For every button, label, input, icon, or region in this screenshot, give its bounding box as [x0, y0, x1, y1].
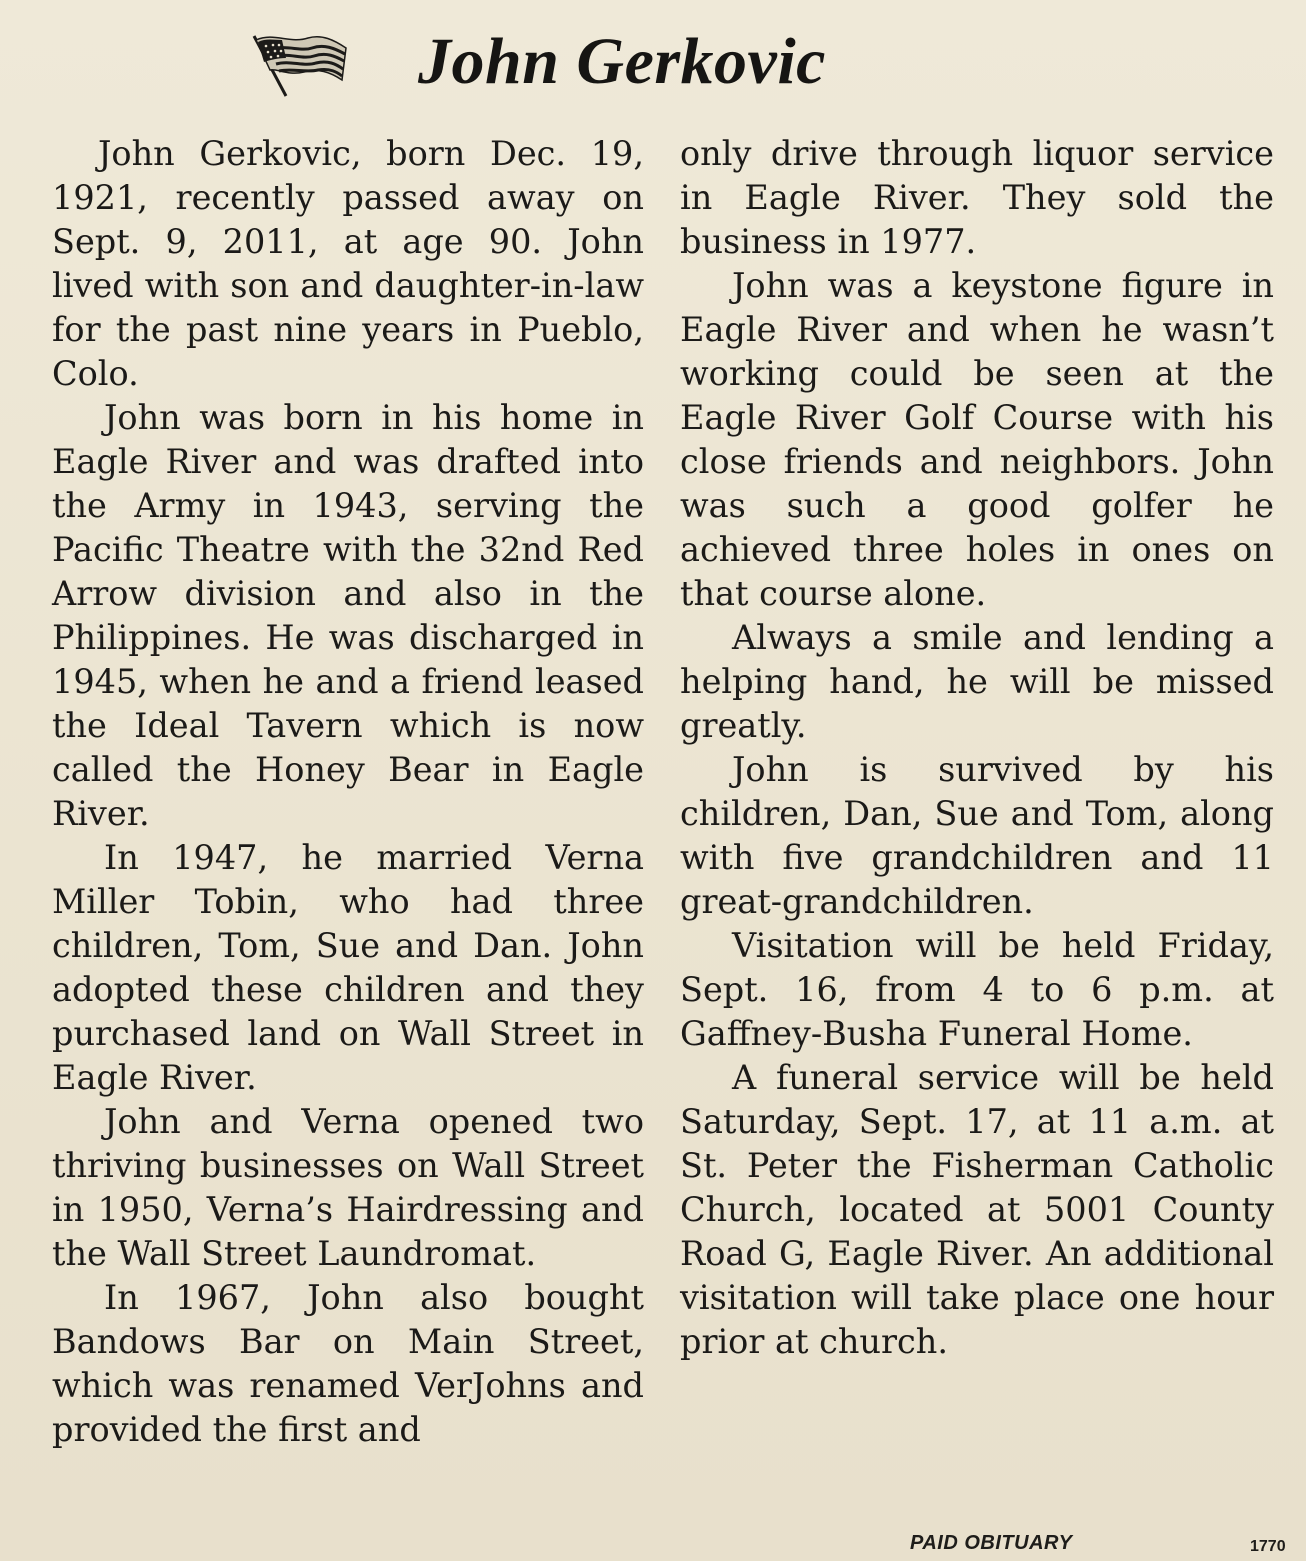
paragraph: John was a keystone figure in Eagle River and when he wasn’t working could be seen at the Eagle River Golf Course with his close friends and neighbors. John was such a good golfer he achieved three holes in ones on that course alone. [680, 266, 1274, 613]
paragraph: Always a smile and lending a helping hand, he will be missed greatly. [680, 618, 1274, 745]
paragraph: In 1947, he married Verna Miller Tobin, who had three children, Tom, Sue and Dan. John adopted these children and they purchased land on Wall Street in Eagle River. [52, 838, 644, 1097]
paragraph: In 1967, John also bought Bandows Bar on Main Street, which was renamed VerJohns and provided the first and [52, 1278, 644, 1449]
paragraph: John was born in his home in Eagle River and was drafted into the Army in 1943, serving the Pacific Theatre with the 32nd Red Arrow division and also in the Philippines. He was discharged in 1945, when he and a friend leased the Ideal Tavern which is now called the Honey Bear in Eagle River. [52, 398, 644, 833]
american-flag-icon [246, 30, 350, 100]
left-column [52, 132, 644, 1452]
paragraph: John is survived by his children, Dan, Sue and Tom, along with five grandchildren and 11 great-grandchildren. [680, 750, 1274, 921]
paragraph: John Gerkovic, born Dec. 19, 1921, recently passed away on Sept. 9, 2011, at age 90. John lived with son and daughter-in-law for the past nine years in Pueblo, Colo. [52, 134, 644, 393]
paragraph: A funeral service will be held Saturday, Sept. 17, at 11 a.m. at St. Peter the Fisherman Catholic Church, located at 5001 County Road G, Eagle River. An additional visitation will take place one hour prior at church. [680, 1058, 1274, 1361]
paragraph: John and Verna opened two thriving businesses on Wall Street in 1950, Verna’s Hairdressing and the Wall Street Laundromat. [52, 1102, 644, 1273]
paid-obituary-label: PAID OBITUARY [910, 1532, 1073, 1554]
obituary-title: John Gerkovic [418, 25, 826, 98]
paragraph: Visitation will be held Friday, Sept. 16, from 4 to 6 p.m. at Gaffney-Busha Funeral Home. [680, 926, 1274, 1053]
paragraph: only drive through liquor service in Eagle River. They sold the business in 1977. [680, 134, 1274, 261]
right-column [680, 132, 1274, 1364]
obituary-header [0, 18, 1306, 118]
ad-number: 1770 [1250, 1538, 1286, 1555]
